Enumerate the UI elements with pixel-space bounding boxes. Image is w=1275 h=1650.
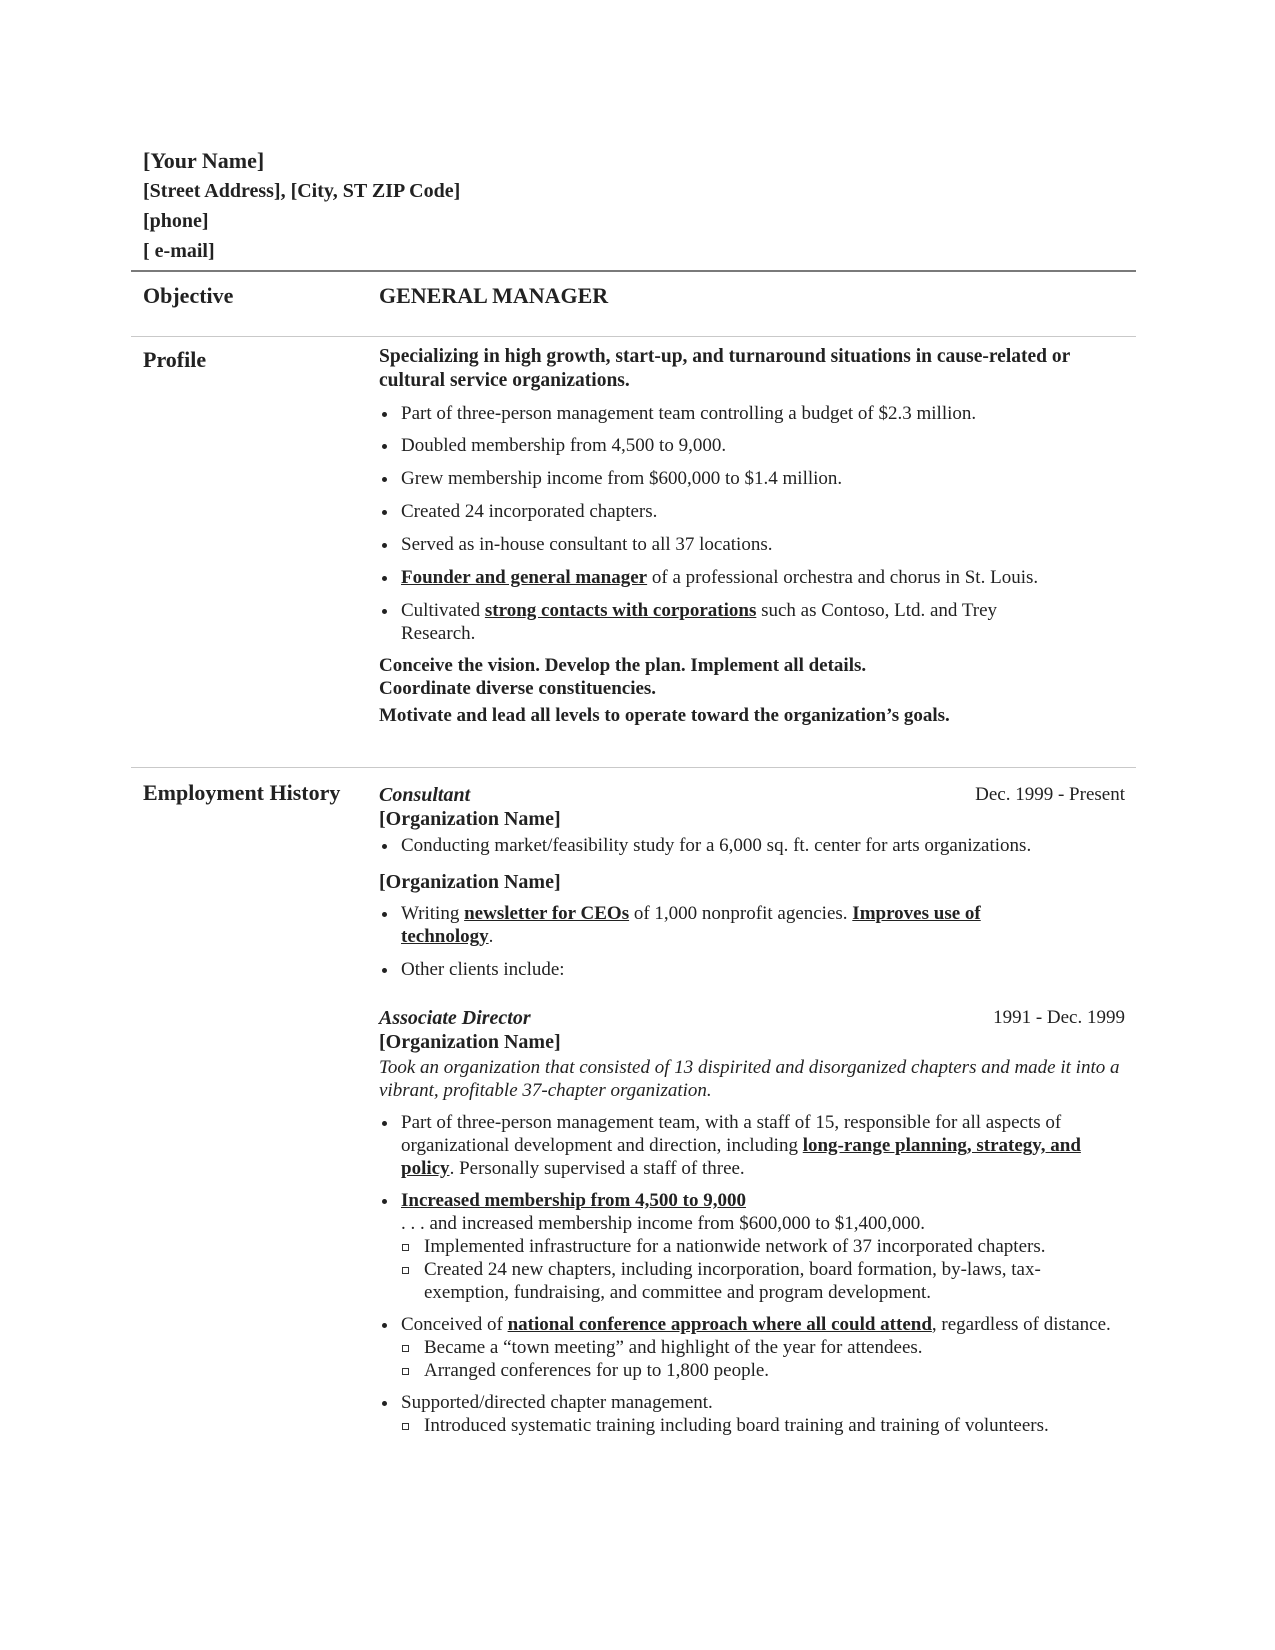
bullet-icon: [382, 510, 387, 515]
header-divider: [131, 270, 1136, 272]
bullet-icon: [382, 444, 387, 449]
profile-label: Profile: [143, 347, 207, 372]
job-title: Associate Director: [379, 1007, 531, 1029]
objective-label: Objective: [143, 283, 234, 308]
your-name: [Your Name]: [143, 148, 265, 173]
list-item: Doubled membership from 4,500 to 9,000.: [379, 434, 1125, 457]
list-item: Created 24 incorporated chapters.: [379, 500, 1125, 523]
sub-list-item: Became a “town meeting” and highlight of the year for attendees.: [379, 1336, 1125, 1359]
list-item: Other clients include:: [379, 958, 1125, 981]
bullet-icon: [382, 609, 387, 614]
profile-section: [379, 345, 1125, 727]
objective-title: GENERAL MANAGER: [379, 283, 609, 308]
bullet-icon: [382, 1121, 387, 1126]
square-bullet-icon: [402, 1423, 409, 1430]
list-item: Supported/directed chapter management.: [379, 1391, 1125, 1414]
list-item: Part of three-person management team, with a staff of 15, responsible for all aspects of organizational development and direction, including long-range planning, strategy, and policy. Personally supervised a staff of three.: [379, 1111, 1125, 1180]
job-consultant-header: [379, 783, 1125, 807]
objective-divider: [131, 336, 1136, 337]
bullet-icon: [382, 543, 387, 548]
organization-name: [Organization Name]: [379, 871, 561, 893]
profile-closing-line: Conceive the vision. Develop the plan. Implement all details.: [379, 655, 867, 676]
list-item: Writing newsletter for CEOs of 1,000 nonprofit agencies. Improves use of technology.: [379, 902, 1041, 948]
job-summary: Took an organization that consisted of 13 dispirited and disorganized chapters and made it into a vibrant, profitable 37-chapter organization.: [379, 1057, 1120, 1101]
contact-header: [143, 146, 460, 266]
bullet-icon: [382, 576, 387, 581]
list-item: Served as in-house consultant to all 37 locations.: [379, 533, 1125, 556]
bullet-icon: [382, 1401, 387, 1406]
bullet-icon: [382, 1323, 387, 1328]
job-title: Consultant: [379, 784, 471, 806]
profile-closing-line: Motivate and lead all levels to operate toward the organization’s goals.: [379, 705, 950, 726]
organization-name: [Organization Name]: [379, 808, 561, 830]
sub-list-item: Arranged conferences for up to 1,800 people.: [379, 1359, 1125, 1382]
organization-name: [Organization Name]: [379, 1031, 561, 1053]
list-item: Founder and general manager of a professional orchestra and chorus in St. Louis.: [379, 566, 1125, 589]
list-item: Conceived of national conference approach where all could attend, regardless of distance.: [379, 1313, 1125, 1336]
phone: [phone]: [143, 210, 209, 232]
employment-label: Employment History: [143, 780, 341, 805]
bullet-icon: [382, 844, 387, 849]
bullet-icon: [382, 412, 387, 417]
job-associate-director-header: [379, 1006, 1125, 1030]
sub-list-item: Implemented infrastructure for a nationwide network of 37 incorporated chapters.: [379, 1235, 1125, 1258]
email: [ e-mail]: [143, 240, 215, 262]
bullet-icon: [382, 968, 387, 973]
sub-list-item: Created 24 new chapters, including incorporation, board formation, by-laws, tax-exemption, fundraising, and committee and program development.: [379, 1258, 1064, 1304]
list-item: Grew membership income from $600,000 to $1.4 million.: [379, 467, 1125, 490]
profile-divider: [131, 767, 1136, 768]
square-bullet-icon: [402, 1267, 409, 1274]
street-address: [Street Address], [City, ST ZIP Code]: [143, 180, 461, 202]
job-date: 1991 - Dec. 1999: [993, 1007, 1125, 1028]
bullet-icon: [382, 912, 387, 917]
profile-closing-line: Coordinate diverse constituencies.: [379, 678, 657, 699]
square-bullet-icon: [402, 1345, 409, 1352]
job-date: Dec. 1999 - Present: [975, 784, 1125, 805]
sub-list-item: Introduced systematic training including board training and training of volunteers.: [379, 1414, 1125, 1437]
list-item: Conducting market/feasibility study for a 6,000 sq. ft. center for arts organizations.: [379, 834, 1125, 857]
employment-section: [379, 783, 1125, 1437]
square-bullet-icon: [402, 1244, 409, 1251]
list-item: Increased membership from 4,500 to 9,000 . . . and increased membership income from $600,000 to $1,400,000.: [379, 1189, 1125, 1235]
square-bullet-icon: [402, 1368, 409, 1375]
list-item: Part of three-person management team controlling a budget of $2.3 million.: [379, 402, 1125, 425]
profile-intro: Specializing in high growth, start-up, and turnaround situations in cause-related or cultural service organizations.: [379, 346, 1070, 391]
list-item: Cultivated strong contacts with corporations such as Contoso, Ltd. and Trey Research.: [379, 599, 1041, 645]
bullet-icon: [382, 477, 387, 482]
bullet-icon: [382, 1199, 387, 1204]
